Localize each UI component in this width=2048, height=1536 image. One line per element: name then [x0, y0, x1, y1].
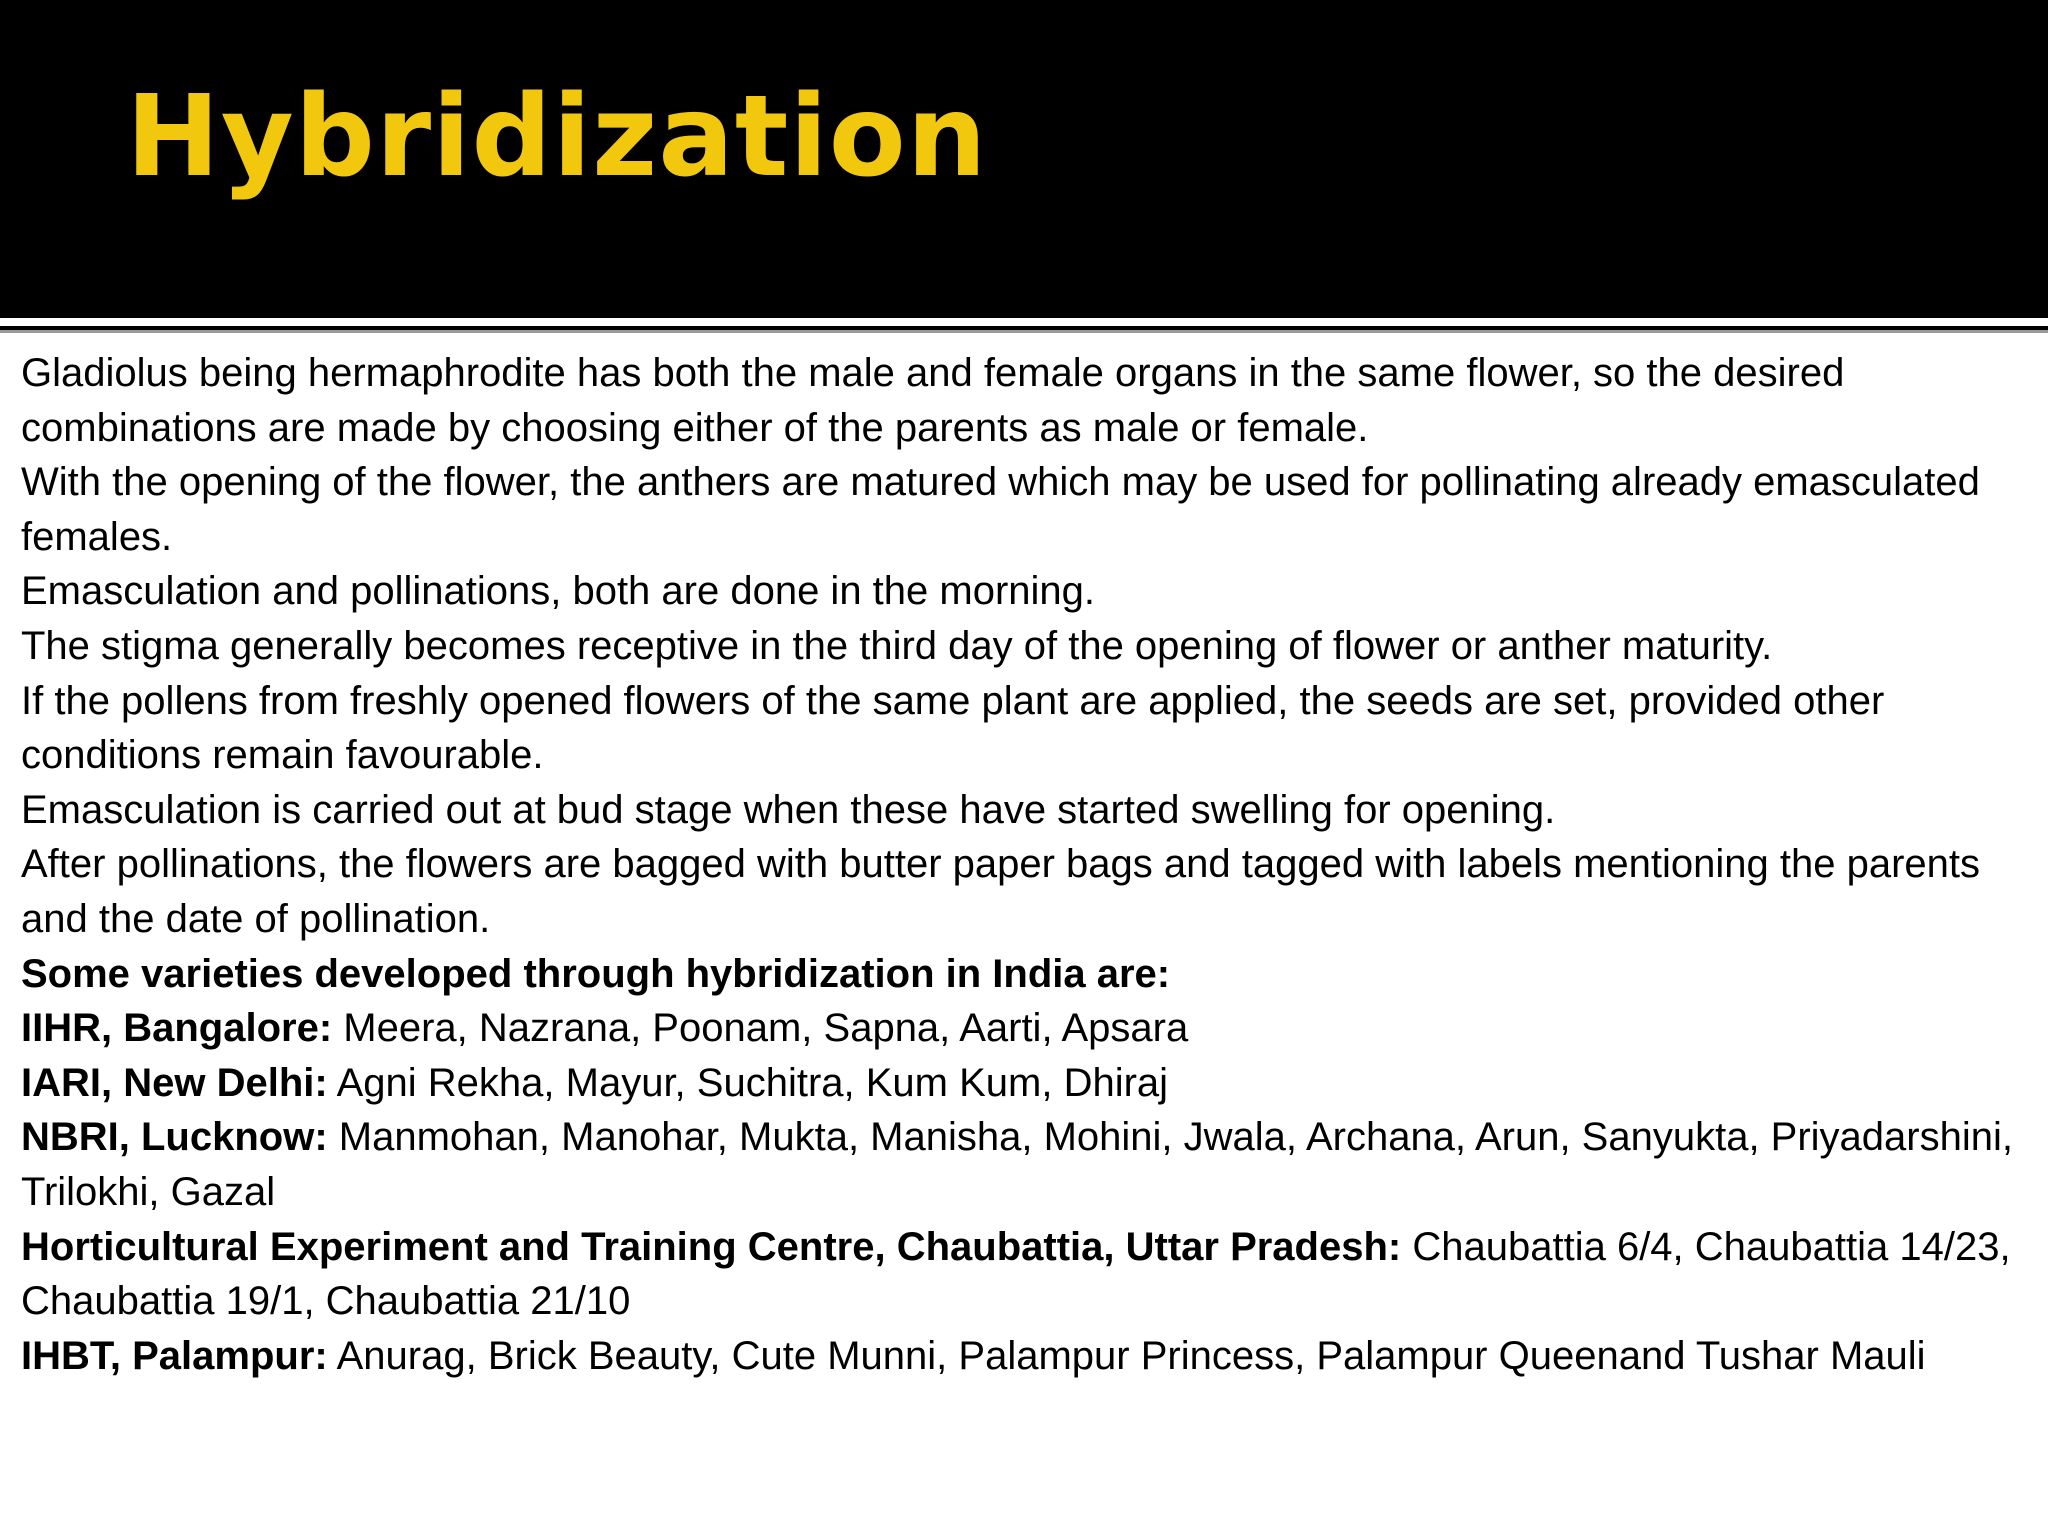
variety-entry-chaubattia	[21, 1220, 2031, 1329]
paragraph-bud-stage: Emasculation is carried out at bud stage when these have started swelling for opening.	[21, 787, 1556, 832]
header-divider	[0, 318, 2048, 326]
paragraph-stigma-receptive: The stigma generally becomes receptive in the third day of the opening of flower or anther maturity.	[21, 623, 1773, 668]
variety-list: Agni Rekha, Mayur, Suchitra, Kum Kum, Dhiraj	[336, 1060, 1169, 1105]
paragraph-anthers-matured: With the opening of the flower, the anthers are matured which may be used for pollinating already emasculated females.	[21, 460, 1980, 559]
paragraph-bagging: After pollinations, the flowers are bagged with butter paper bags and tagged with labels mentioning the parents and the date of pollination.	[21, 842, 1981, 941]
slide-title: Hybridization	[126, 72, 988, 202]
varieties-heading-text: Some varieties developed through hybridization in India are:	[21, 951, 1171, 996]
variety-entry-ihbt	[21, 1329, 2031, 1384]
paragraph-gladiolus-hermaphrodite: Gladiolus being hermaphrodite has both the male and female organs in the same flower, so the desired combinations are made by choosing either of the parents as male or female.	[21, 351, 1845, 450]
slide-body	[21, 346, 2031, 1383]
institute-name: IHBT, Palampur:	[21, 1333, 328, 1378]
paragraph-morning-pollination: Emasculation and pollinations, both are done in the morning.	[21, 569, 1096, 614]
institute-name: NBRI, Lucknow:	[21, 1115, 328, 1160]
institute-name: Horticultural Experiment and Training Centre, Chaubattia, Uttar Pradesh:	[21, 1224, 1402, 1269]
variety-list: Meera, Nazrana, Poonam, Sapna, Aarti, Apsara	[343, 1006, 1189, 1051]
variety-list: Manmohan, Manohar, Mukta, Manisha, Mohini, Jwala, Archana, Arun, Sanyukta, Priyadarshini, Trilokhi, Gazal	[21, 1115, 2013, 1214]
variety-entry-iihr	[21, 1001, 2031, 1056]
header-divider-thin	[0, 330, 2048, 333]
varieties-heading	[21, 947, 2031, 1002]
variety-entry-nbri	[21, 1110, 2031, 1219]
variety-list: Anurag, Brick Beauty, Cute Munni, Palampur Princess, Palampur Queenand Tushar Mauli	[336, 1333, 1926, 1378]
title-bar	[0, 0, 2048, 318]
institute-name: IARI, New Delhi:	[21, 1060, 328, 1105]
paragraph-seeds-set: If the pollens from freshly opened flowers of the same plant are applied, the seeds are set, provided other conditions remain favourable.	[21, 678, 1885, 778]
variety-list: Chaubattia 6/4, Chaubattia 14/23, Chaubattia 19/1, Chaubattia 21/10	[21, 1224, 2011, 1324]
institute-name: IIHR, Bangalore:	[21, 1006, 333, 1051]
variety-entry-iari	[21, 1056, 2031, 1111]
